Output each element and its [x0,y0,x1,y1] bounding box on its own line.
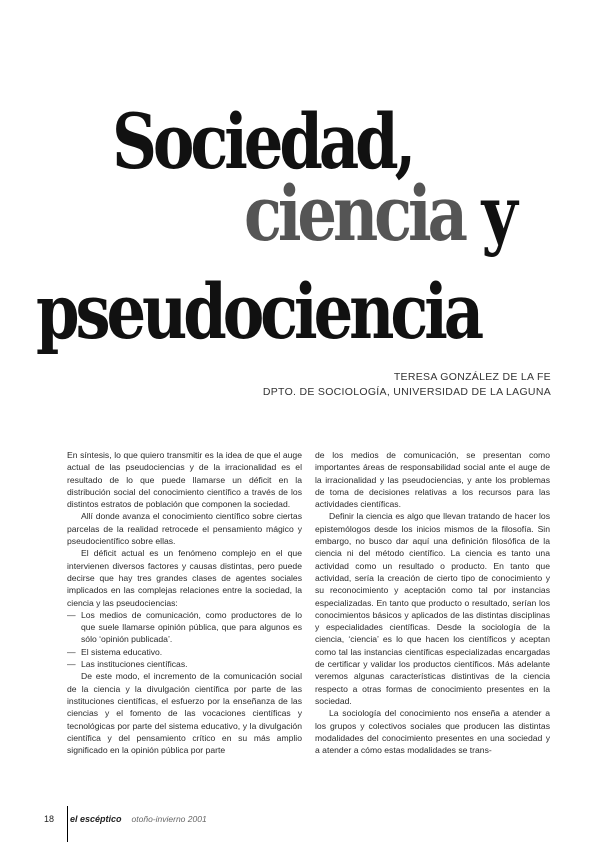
page-footer [44,814,207,824]
list-item-text: El sistema educativo. [81,646,163,657]
paragraph: De este modo, el incremento de la comunicación social de la ciencia y la divulgación científica por parte de las instituciones científicas, el esfuerzo por la enseñanza de las ciencias y el fomento de las vocaciones científicas y tecnológicas por parte del sistema educativo, y la divulgación científica y del pensamiento crítico en su más amplio significado en la opinión pública por parte [67,671,302,756]
list-item [67,646,302,658]
list-dash: — [67,646,76,657]
paragraph: Definir la ciencia es algo que llevan tratando de hacer los epistemólogos desde los inicios mismos de la filosofía. Sin embargo, no busco dar aquí una definición filosófica de la ciencia ni del método científico. La ciencia es tanto una actividad como un resultado o producto. En tanto que actividad, sería la creación de cierto tipo de conocimiento y su reconocimiento y aceptación como tal por instancias especializadas. En tanto que producto o resultado, serían los conocimientos básicos y aplicados de las distintas disciplinas y especialidades científicas. Desde la sociología de la ciencia, ‘ciencia’ es lo que hacen los científicos y aceptan como tal las instancias científicas especializadas encargadas de certificar y validar los productos científicos. Más adelante veremos algunas características distintivas de la ciencia respecto a otras formas de conocimiento presentes en la sociedad. [315,511,550,706]
title-line-2 [244,169,514,258]
list-item [67,609,302,646]
list-item [67,658,302,670]
paragraph: Allí donde avanza el conocimiento científico sobre ciertas parcelas de la realidad retrocede el pensamiento mágico y pseudocientífico sobre ellas. [67,511,302,547]
title-line-1: Sociedad, [112,97,413,186]
list-item-text: Las instituciones científicas. [81,659,188,670]
magazine-name: el escéptico [70,814,122,824]
title-line-3: pseudociencia [36,267,481,356]
agents-list [67,609,302,670]
title-word-ciencia: ciencia [244,169,464,258]
issue-season: otoño-invierno 2001 [131,814,207,824]
list-dash: — [67,609,76,620]
article-column-right [315,449,550,756]
paragraph: En síntesis, lo que quiero transmitir es la idea de que el auge actual de las pseudociencias y de la irracionalidad es el resultado de lo que puede llamarse un déficit en la distribución social del conocimiento científico a través de los distintos estratos de población que componen la sociedad. [67,450,302,510]
footer-divider [67,806,68,842]
list-dash: — [67,659,76,670]
article-column-left [67,449,302,756]
paragraph: de los medios de comunicación, se presentan como importantes áreas de responsabilidad social ante el auge de la irracionalidad y las pseudociencias, y ante los problemas de toma de decisiones relativas a los recursos para las actividades científicas. [315,450,550,510]
list-item-text: Los medios de comunicación, como productores de lo que suele llamarse opinión pública, que para algunos es sólo ‘opinión publicada’. [81,609,302,645]
author-affiliation: DPTO. DE SOCIOLOGÍA, UNIVERSIDAD DE LA LAGUNA [262,386,551,398]
page-number: 18 [44,814,55,824]
title-word-y: y [463,169,514,258]
paragraph: La sociología del conocimiento nos enseña a atender a los grupos y colectivos sociales que producen las distintas modalidades del conocimiento presentes en una sociedad y a atender a cómo estas modalidades se trans- [315,708,550,756]
paragraph: El déficit actual es un fenómeno complejo en el que intervienen diversos factores y causas distintas, pero puede decirse que hay tres grandes clases de agentes sociales implicados en las complejas relaciones entre la sociedad, la ciencia y las pseudociencias: [67,548,302,608]
author-name: TERESA GONZÁLEZ DE LA FE [393,371,551,383]
